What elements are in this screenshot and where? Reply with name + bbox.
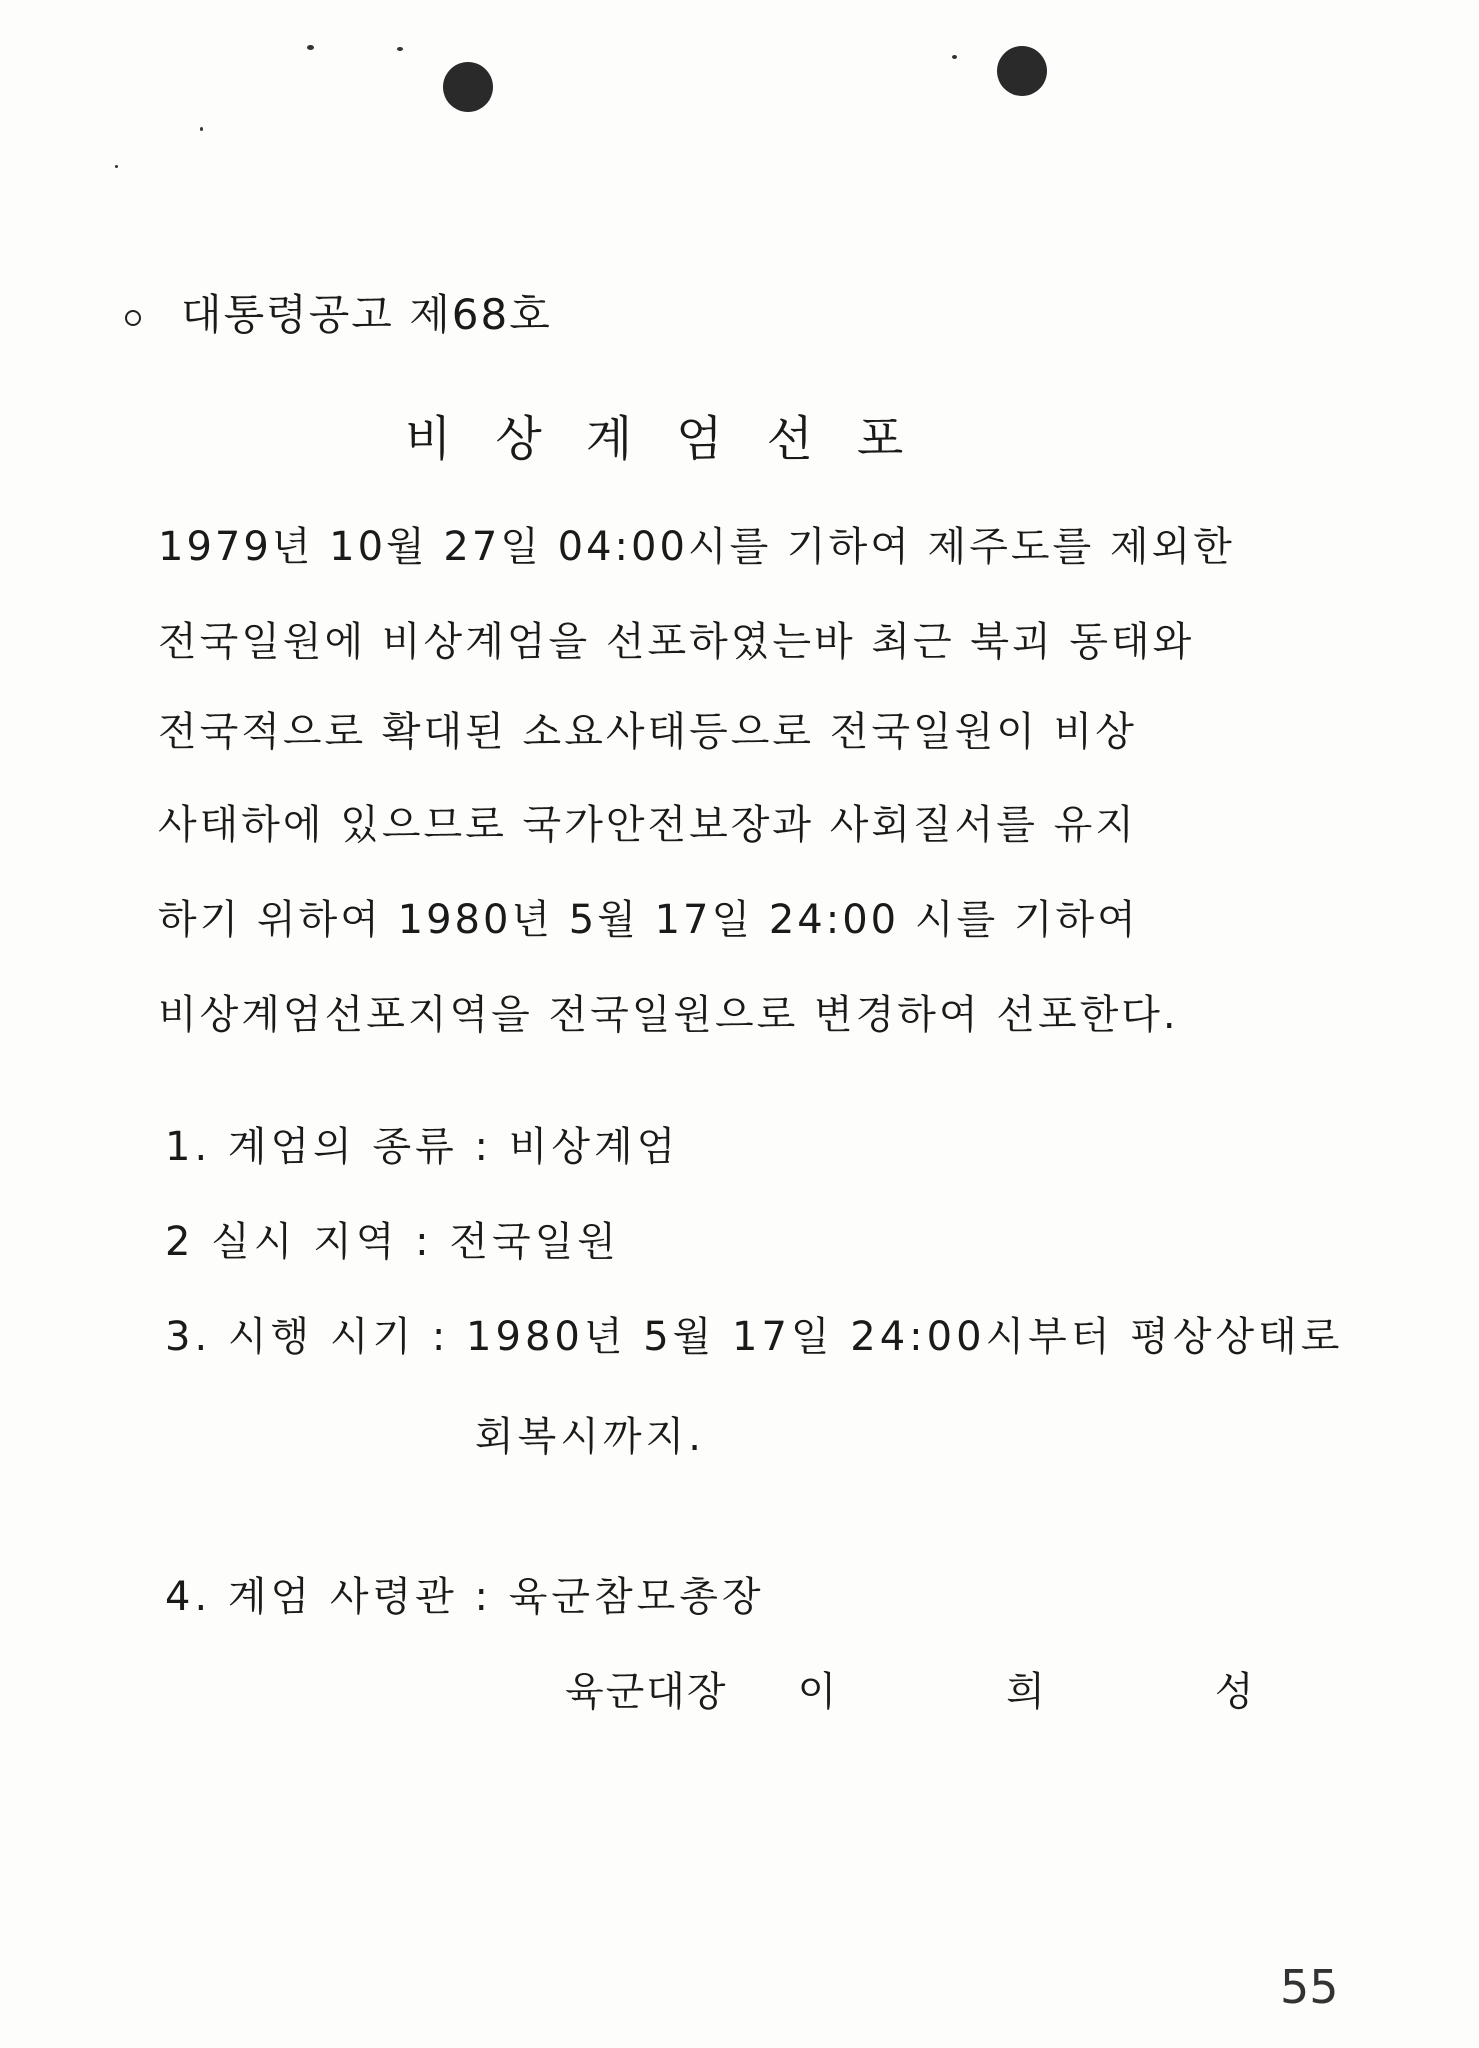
list-item-commander: 4. 계엄 사령관 : 육군참모총장 <box>165 1574 765 1620</box>
scan-speck <box>200 127 203 131</box>
scan-speck <box>115 165 118 168</box>
signature-name: 이희성 <box>797 1669 1424 1715</box>
notice-header-text: 대통령공고 제68호 <box>181 290 552 339</box>
scan-speck <box>307 45 314 50</box>
page-number: 55 <box>1280 1960 1339 2014</box>
signature-rank: 육군대장 <box>565 1669 728 1715</box>
punch-hole-left <box>443 62 493 112</box>
list-item-effective-period: 3. 시행 시기 : 1980년 5월 17일 24:00시부터 평상상태로 <box>165 1314 1344 1360</box>
body-line: 하기 위하여 1980년 5월 17일 24:00 시를 기하여 <box>158 897 1139 943</box>
list-item-martial-law-type: 1. 계엄의 종류 : 비상계엄 <box>165 1124 680 1170</box>
signature-line <box>565 1660 1423 1717</box>
body-line: 전국일원에 비상계엄을 선포하였는바 최근 북괴 동태와 <box>158 619 1195 665</box>
scan-speck <box>952 55 957 59</box>
list-item-region: 2 실시 지역 : 전국일원 <box>165 1219 620 1265</box>
body-line: 비상계엄선포지역을 전국일원으로 변경하여 선포한다. <box>158 992 1179 1038</box>
notice-header <box>125 282 552 342</box>
body-line: 전국적으로 확대된 소요사태등으로 전국일원이 비상 <box>158 709 1137 755</box>
document-title: 비상계엄선포 <box>405 411 948 467</box>
scan-speck <box>397 47 403 51</box>
body-line: 1979년 10월 27일 04:00시를 기하여 제주도를 제외한 <box>158 524 1235 570</box>
punch-hole-right <box>997 46 1047 96</box>
bullet-circle-icon <box>125 310 141 326</box>
body-line: 사태하에 있으므로 국가안전보장과 사회질서를 유지 <box>158 802 1137 848</box>
list-item-effective-period-continued: 회복시까지. <box>475 1414 705 1460</box>
